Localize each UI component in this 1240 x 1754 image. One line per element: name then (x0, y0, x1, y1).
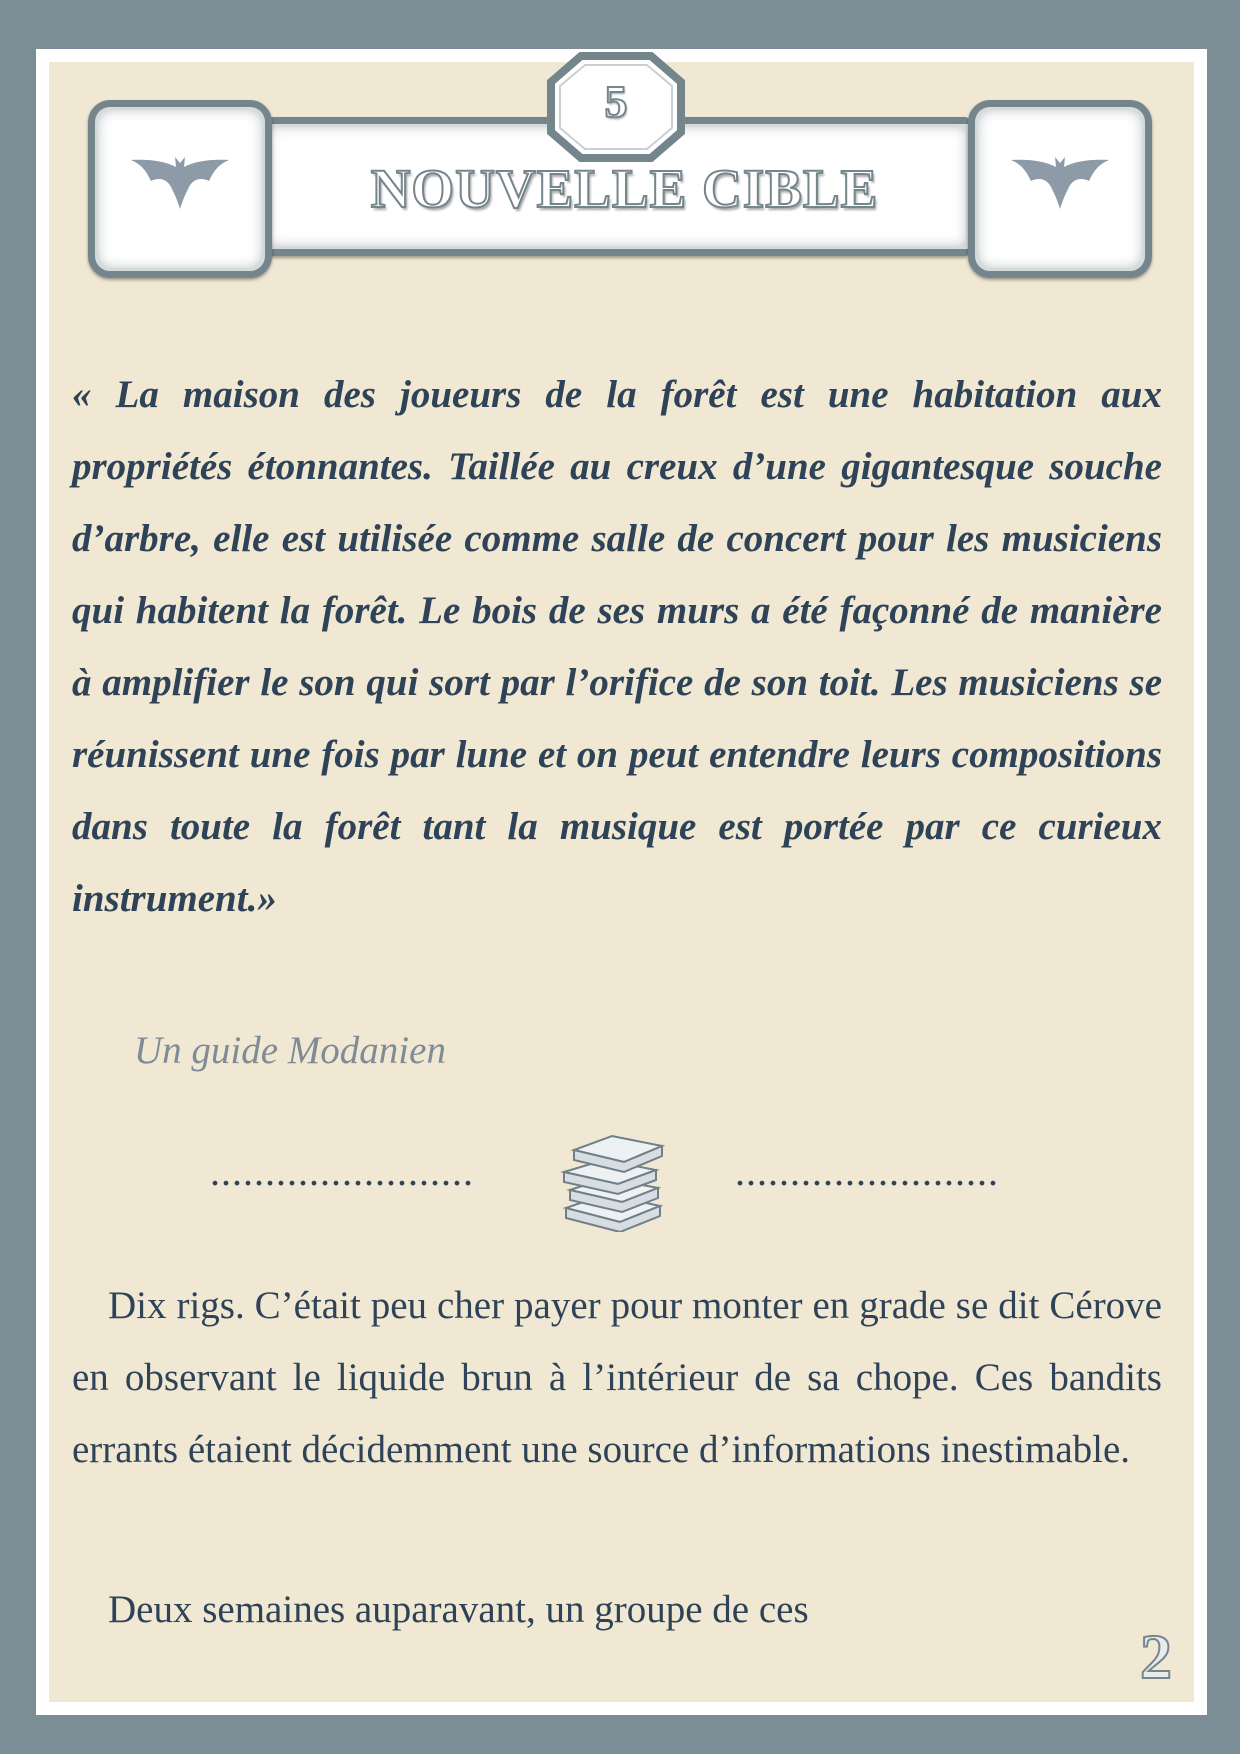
divider-dots-left: ........................ (210, 1149, 474, 1194)
body-paragraph-1 (72, 1270, 1162, 1486)
epigraph-source: Un guide Modanien (134, 1029, 446, 1072)
books-icon (560, 1128, 668, 1232)
page-number: 2 (1140, 1621, 1172, 1692)
right-emblem (968, 100, 1152, 278)
body-paragraph-2 (72, 1574, 1162, 1646)
chapter-title: NOUVELLE CIBLE (370, 158, 879, 219)
bat-icon (113, 153, 247, 211)
paragraph-1-text: Dix rigs. C’était peu cher payer pour monter en grade se dit Cérove en observant le liquide brun à l’intérieur de sa chope. Ces bandits errants étaient décidemment une source d’informations inestimable. (72, 1284, 1162, 1471)
left-emblem (88, 100, 272, 278)
bat-icon (993, 153, 1127, 211)
epigraph-quote: « La maison des joueurs de la forêt est une habitation aux propriétés étonnantes. Taillée au creux d’une gigantesque souche d’arbre, elle est utilisée comme salle de concert pour les musiciens qui habitent la forêt. Le bois de ses murs a été façonné de manière à amplifier le son qui sort par l’orifice de son toit. Les musiciens se réunissent une fois par lune et on peut entendre leurs compositions dans toute la forêt tant la musique est portée par ce curieux instrument.» (72, 373, 1162, 920)
paragraph-2-text: Deux semaines auparavant, un groupe de ces (108, 1588, 809, 1631)
chapter-number: 5 (604, 76, 628, 127)
divider-dots-right: ........................ (735, 1149, 999, 1194)
